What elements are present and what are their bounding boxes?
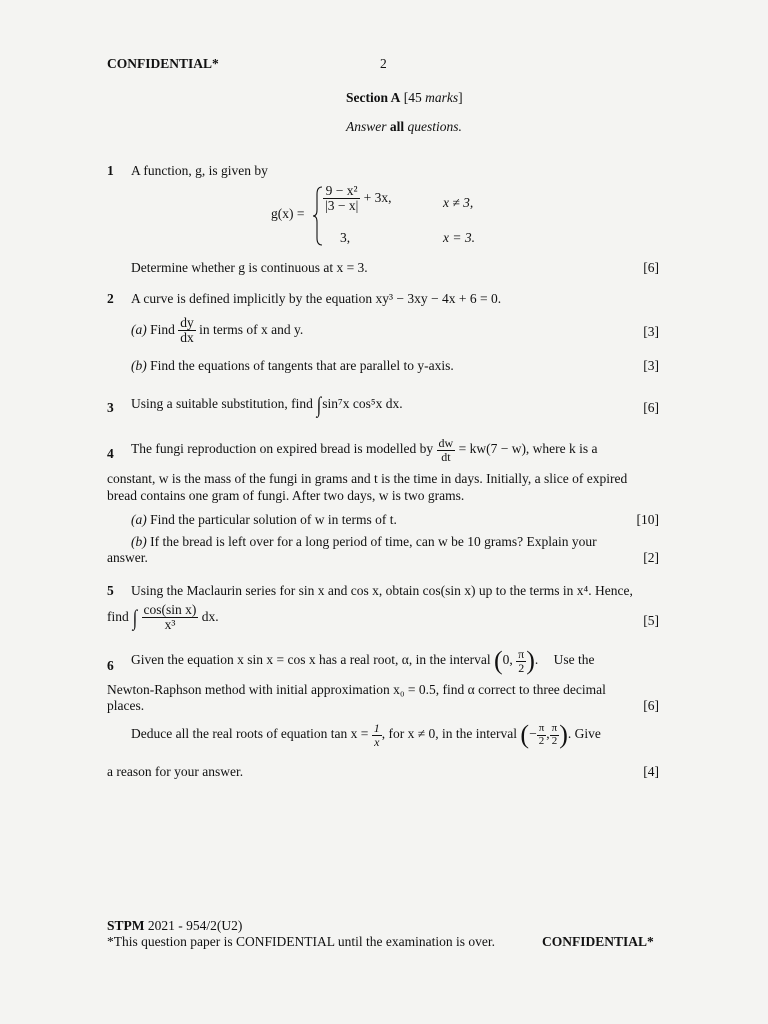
q6-deduce-post: Give	[574, 726, 601, 742]
q6-interval-fraction	[516, 648, 526, 674]
q6-i2-close: )	[559, 720, 568, 750]
q6-interval-a: 0,	[502, 652, 513, 668]
q6-interval-den: 2	[518, 660, 525, 675]
q5-marks: [5]	[643, 613, 659, 628]
q1-case2-val: 3,	[340, 230, 351, 245]
footer-confidential: CONFIDENTIAL*	[542, 934, 654, 949]
q6-line2: Newton-Raphson method with initial approximation x₀ = 0.5, find α correct to three decimal	[107, 682, 606, 697]
q6-i2-den1: 2	[538, 734, 545, 747]
q2b-line	[131, 358, 454, 374]
q4-line1-post: = kw(7 − w), where k is a	[458, 441, 598, 457]
instruction-bold: all	[389, 119, 405, 134]
q3-integrand: sin⁷x cos⁵x dx.	[322, 396, 403, 412]
q1-marks: [6]	[643, 260, 659, 275]
q6-deduce-num: 1	[373, 721, 380, 735]
q2a-pre: Find	[150, 321, 175, 337]
q2b-text: Find the equations of tangents that are parallel to y-axis.	[150, 358, 454, 373]
section-title-rest: [45	[400, 90, 426, 105]
q1-brace	[313, 186, 323, 246]
q4b-text: If the bread is left over for a long period of time, can w be 10 grams? Explain your	[150, 534, 597, 549]
q3-text: Using a suitable substitution, find	[131, 396, 313, 412]
q1-case2-cond: x = 3.	[443, 230, 475, 245]
q6-i2-num2: π	[551, 722, 558, 735]
section-title-bold: Section A	[346, 90, 401, 105]
q4b-label: (b)	[131, 534, 147, 549]
q4a-text: Find the particular solution of w in terms of t.	[150, 512, 397, 527]
q2a-fraction	[178, 316, 196, 345]
q6-interval-num: π	[518, 647, 525, 661]
q6-deduce-den: x	[374, 734, 380, 749]
q2a-label: (a)	[131, 321, 147, 337]
header-confidential: CONFIDENTIAL*	[107, 56, 219, 71]
q4-line2: constant, w is the mass of the fungi in grams and t is the time in days. Initially, a slice of expired	[107, 471, 628, 486]
q6-line3: places.	[107, 698, 145, 713]
q1-case1-fraction	[323, 184, 360, 213]
q3-line	[131, 394, 403, 416]
q6-i2-frac1	[537, 723, 547, 747]
q4a-label: (a)	[131, 512, 147, 527]
q5-number: 5	[107, 583, 114, 598]
q4-frac-den: dt	[441, 449, 451, 464]
q2-number: 2	[107, 291, 114, 306]
q6-paren-close: )	[526, 646, 535, 676]
q1-case1-cond: x ≠ 3,	[443, 195, 474, 210]
q6-marks-1: [6]	[643, 698, 659, 713]
q6-line1: Given the equation x sin x = cos x has a real root, α, in the interval (0, $\frac{\pi}{2}$ ). Use the	[131, 646, 595, 676]
q1-number: 1	[107, 163, 114, 178]
q4a-line	[131, 512, 397, 528]
q2b-marks: [3]	[643, 358, 659, 373]
q6-line1-pre: Given the equation x sin x = cos x has a real root, α, in the interval	[131, 652, 491, 668]
footer-code-bold: STPM	[107, 918, 145, 933]
q3-number: 3	[107, 400, 114, 415]
q6-i2-num1: π	[538, 722, 545, 735]
section-title-marks: marks	[425, 90, 459, 105]
q6-i2-open: (	[520, 720, 530, 750]
page-number: 2	[380, 56, 387, 71]
footer-code-rest: 2021 - 954/2(U2)	[144, 918, 243, 933]
q5-frac-num: cos(sin x)	[143, 602, 197, 617]
q2a-frac-num: dy	[180, 315, 194, 330]
q1-case1-tail: + 3x,	[363, 189, 392, 205]
q2a-line	[131, 316, 303, 345]
q6-paren-open: (	[493, 646, 503, 676]
q1-text: A function, g, is given by	[131, 163, 268, 178]
q4b-marks: [2]	[643, 550, 659, 565]
q5-tail: dx.	[201, 608, 219, 624]
q6-number: 6	[107, 658, 114, 673]
q1-case1-den: |3 − x|	[325, 198, 359, 214]
q4-number: 4	[107, 446, 114, 461]
q5-find: find	[107, 608, 129, 624]
section-title	[346, 90, 463, 106]
section-title-close: ]	[458, 90, 463, 105]
q5-frac-den: x³	[164, 617, 176, 633]
q6-line1-post: Use the	[553, 652, 595, 668]
q6-i2-frac2	[550, 723, 560, 747]
q4-line3: bread contains one gram of fungi. After two days, w is two grams.	[107, 488, 465, 503]
q4-fraction	[437, 437, 456, 463]
q4b-text2: answer.	[107, 550, 148, 565]
footer-note: *This question paper is CONFIDENTIAL until the examination is over.	[107, 934, 495, 949]
section-instruction	[346, 119, 462, 135]
q2a-post: in terms of x and y.	[199, 321, 304, 337]
q4-frac-num: dw	[438, 436, 454, 450]
footer-code	[107, 918, 242, 934]
q6-deduce-pre: Deduce all the real roots of equation tan x =	[131, 726, 369, 742]
q4-line1-pre: The fungi reproduction on expired bread is modelled by	[131, 441, 434, 457]
q1-case1-expr	[323, 184, 392, 213]
q2a-marks: [3]	[643, 324, 659, 339]
q1-task: Determine whether g is continuous at x = 3.	[131, 260, 368, 275]
q4b-line	[131, 534, 597, 550]
q2a-frac-den: dx	[180, 330, 194, 346]
q5-line1: Using the Maclaurin series for sin x and cos x, obtain cos(sin x) up to the terms in x⁴. Hence,	[131, 583, 633, 598]
q4a-marks: [10]	[636, 512, 659, 527]
q6-deduce-fraction	[372, 722, 382, 748]
q6-marks-2: [4]	[643, 764, 659, 779]
q3-marks: [6]	[643, 400, 659, 415]
q2-text: A curve is defined implicitly by the equation xy³ − 3xy − 4x + 6 = 0.	[131, 291, 502, 306]
q6-line5: a reason for your answer.	[107, 764, 244, 779]
q6-deduce-mid: , for x ≠ 0, in the interval	[381, 726, 518, 742]
q5-integral-sign: ∫	[132, 604, 138, 630]
q4-line1	[131, 437, 598, 463]
q6-i2-den2: 2	[551, 734, 558, 747]
q2b-label: (b)	[131, 358, 147, 373]
q3-integral-sign: ∫	[317, 392, 322, 417]
q1-case1-num: 9 − x²	[323, 184, 360, 199]
q6-deduce-line: Deduce all the real roots of equation tan x = $\frac{1}{x}$ , for x ≠ 0, in the interval (− $\frac{\pi}{2}$ , $\frac{\pi}{2}$ ). Give	[131, 720, 601, 750]
q1-g-lhs: g(x) =	[271, 206, 305, 221]
instruction-pre: Answer	[346, 119, 390, 134]
q5-fraction	[142, 603, 199, 632]
q5-line2	[107, 603, 219, 632]
instruction-post: questions.	[404, 119, 462, 134]
